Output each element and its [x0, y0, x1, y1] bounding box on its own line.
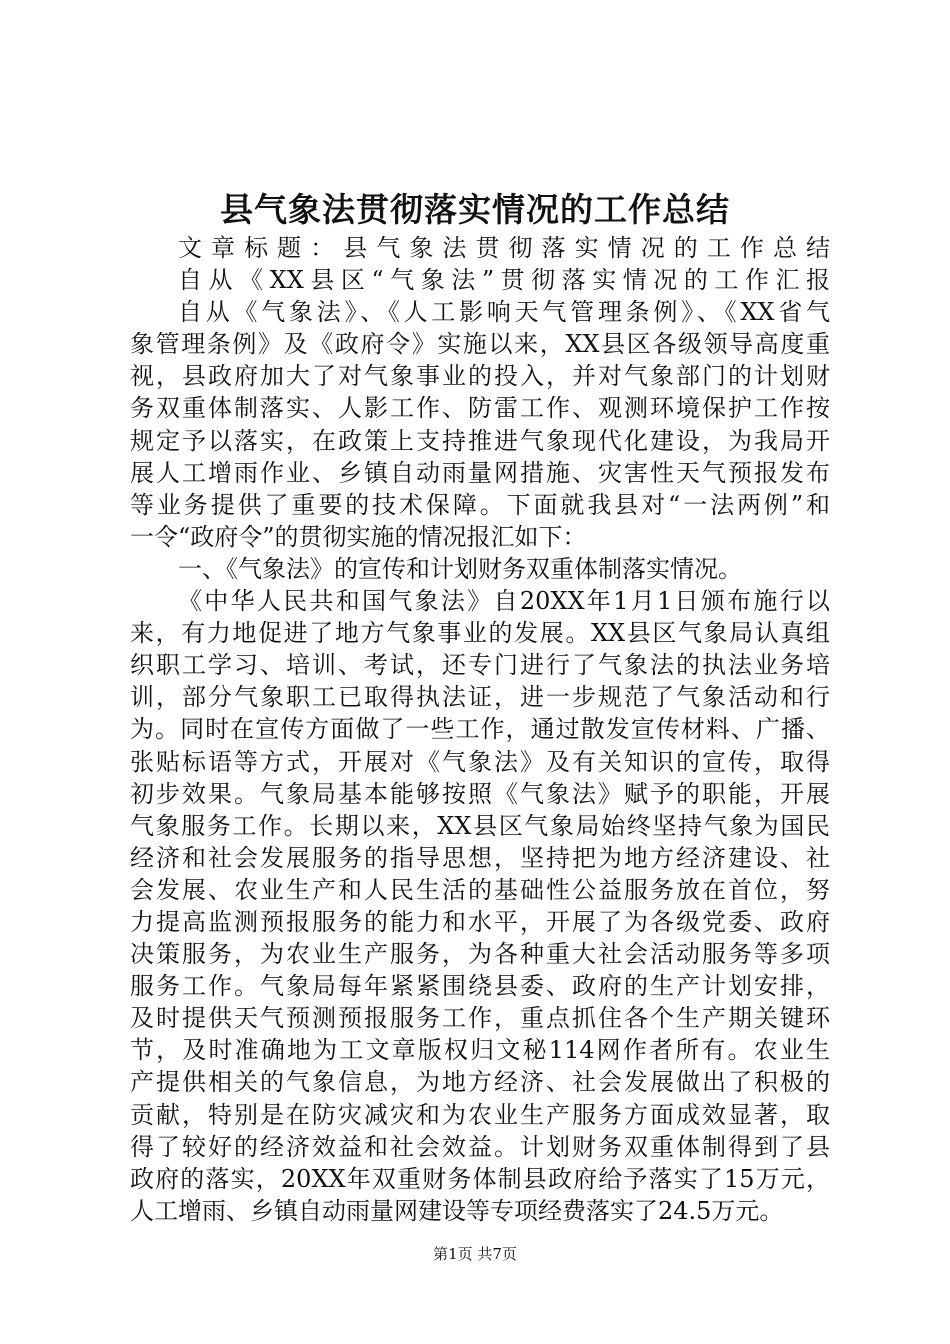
page-number-footer: 第1页 共7页 — [433, 1245, 517, 1263]
section-heading: 一、《气象法》的宣传和计划财务双重体制落实情况。 — [178, 554, 742, 583]
text-line: 政府的落实，20XX年双重财务体制县政府给予落实了15万元， — [130, 1164, 830, 1193]
text-line: 决策服务，为农业生产服务，为各种重大社会活动服务等多项 — [130, 940, 830, 969]
article-title-line: 文章标题：县气象法贯彻落实情况的工作总结 — [178, 234, 830, 262]
text-line: 象管理条例》及《政府令》实施以来，XX县区各级领导高度重 — [130, 330, 830, 359]
text-line: 自从《XX县区“气象法”贯彻落实情况的工作汇报 — [178, 266, 830, 295]
text-line: 务双重体制落实、人影工作、防雷工作、观测环境保护工作按 — [130, 394, 830, 423]
text-line: 贡献，特别是在防灾减灾和为农业生产服务方面成效显著，取 — [130, 1100, 830, 1129]
text-line: 规定予以落实，在政策上支持推进气象现代化建设，为我局开 — [130, 426, 830, 455]
paragraph-start-line: 《中华人民共和国气象法》自20XX年1月1日颁布施行以 — [178, 587, 830, 616]
text-line: 展人工增雨作业、乡镇自动雨量网措施、灾害性天气预报发布 — [130, 458, 830, 487]
text-line: 力提高监测预报服务的能力和水平，开展了为各级党委、政府 — [130, 907, 830, 936]
document-body — [130, 232, 830, 1227]
text-line: 张贴标语等方式，开展对《气象法》及有关知识的宣传，取得 — [130, 747, 830, 776]
text-line: 为。同时在宣传方面做了一些工作，通过散发宣传材料、广播、 — [130, 715, 830, 744]
text-line: 节，及时准确地为工文章版权归文秘114网作者所有。农业生 — [130, 1036, 830, 1065]
text-line: 来，有力地促进了地方气象事业的发展。XX县区气象局认真组 — [130, 619, 830, 648]
text-line: 一令“政府令”的贯彻实施的情况报汇如下： — [130, 522, 587, 551]
text-line: 得了较好的经济效益和社会效益。计划财务双重体制得到了县 — [130, 1132, 830, 1161]
text-line: 产提供相关的气象信息，为地方经济、社会发展做出了积极的 — [130, 1068, 830, 1097]
text-line: 服务工作。气象局每年紧紧围绕县委、政府的生产计划安排， — [130, 972, 830, 1001]
text-line: 初步效果。气象局基本能够按照《气象法》赋予的职能，开展 — [130, 779, 830, 808]
text-line: 织职工学习、培训、考试，还专门进行了气象法的执法业务培 — [130, 651, 830, 680]
paragraph-start-line: 自从《气象法》、《人工影响天气管理条例》、《XX省气 — [178, 298, 830, 327]
text-line: 等业务提供了重要的技术保障。下面就我县对“一法两例”和 — [130, 490, 830, 519]
text-line: 经济和社会发展服务的指导思想，坚持把为地方经济建设、社 — [130, 843, 830, 872]
text-line: 视，县政府加大了对气象事业的投入，并对气象部门的计划财 — [130, 362, 830, 391]
text-line: 及时提供天气预测预报服务工作，重点抓住各个生产期关键环 — [130, 1004, 830, 1033]
document-title: 县气象法贯彻落实情况的工作总结 — [220, 190, 730, 229]
text-line: 人工增雨、乡镇自动雨量网建设等专项经费落实了24.5万元。 — [130, 1196, 784, 1225]
text-line: 会发展、农业生产和人民生活的基础性公益服务放在首位，努 — [130, 875, 830, 904]
text-line: 气象服务工作。长期以来，XX县区气象局始终坚持气象为国民 — [130, 811, 830, 840]
text-line: 训，部分气象职工已取得执法证，进一步规范了气象活动和行 — [130, 683, 830, 712]
